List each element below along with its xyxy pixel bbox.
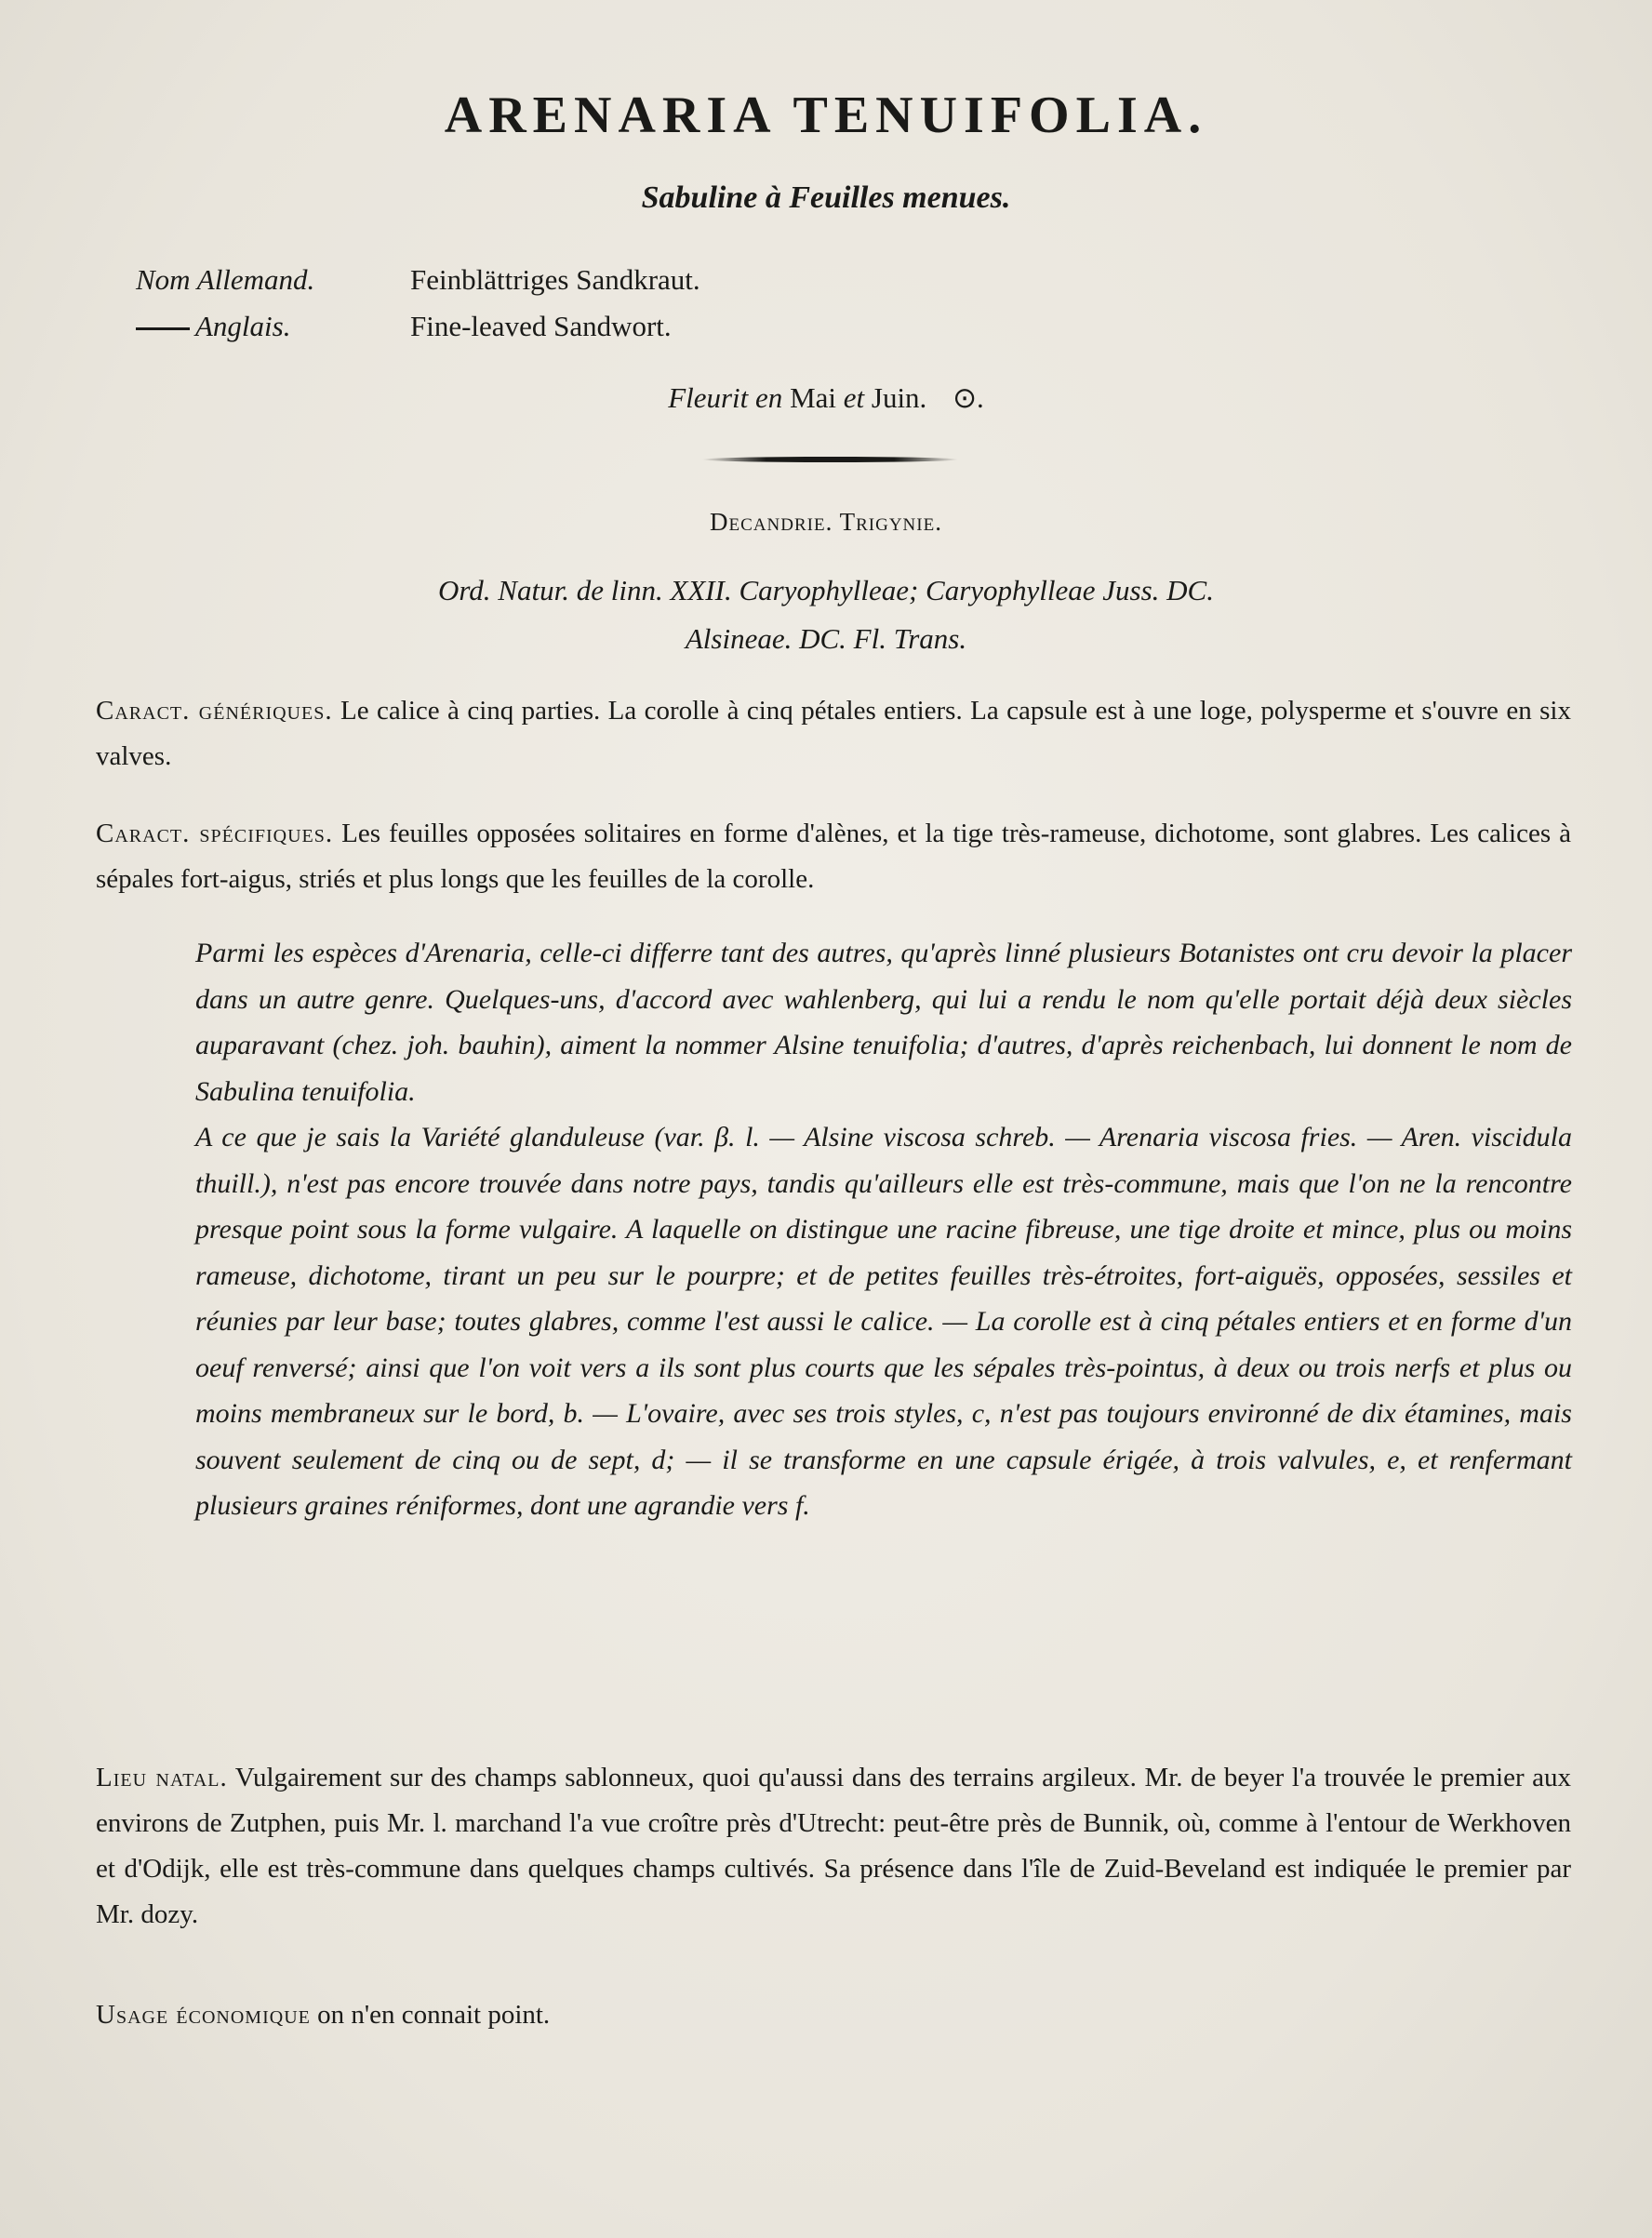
natural-order-line-1: Ord. Natur. de linn. XXII. Caryophylleae; Caryophylleae Juss. DC. [437,574,1214,606]
page-title: ARENARIA TENUIFOLIA. [444,87,1208,144]
notes-paragraph-2: A ce que je sais la Variété glanduleuse (var. β. l. — Alsine viscosa schreb. — Arenaria viscosa fries. — Aren. viscidula thuill.), n'est pas encore trouvée dans notre pays, tandis qu'ailleurs elle est très-commune, mais que l'on ne la rencontre presque point sous la forme vulgaire. A laquelle on distingue une racine fibreuse, une tige droite et mince, plus ou moins rameuse, dichotome, tirant un peu sur le pourpre; et de petites feuilles très-étroites, fort-aiguës, opposées, sessiles et réunies par leur base; toutes glabres, comme l'est aussi le calice. — La corolle est à cinq pétales entiers et en forme d'un oeuf renversé; ainsi que l'on voit vers a ils sont plus courts que les sépales très-pointus, à deux ou trois nerfs et plus ou moins membraneux sur le bord, b. — L'ovaire, avec ses trois styles, c, n'est pas toujours environné de dix étamines, mais souvent seulement de cinq ou de sept, d; — il se transforme en une capsule érigée, à trois valvules, e, et renfermant plusieurs graines réniformes, dont une agrandie vers f. [195,1122,1572,1521]
specific-label: Caract. spécifiques. [96,819,334,848]
natural-order [0,566,1652,663]
vernacular-names [136,263,700,356]
german-value: Feinblättriges Sandkraut. [410,263,700,296]
english-name-row [136,310,700,356]
generic-characters [96,688,1571,779]
notes-paragraph-1: Parmi les espèces d'Arenaria, celle-ci differre tant des autres, qu'après linné plusieurs Botanistes ont cru devoir la placer dans un autre genre. Quelques-uns, d'accord avec wahlenberg, qui lui a rendu le nom qu'elle portait déjà deux siècles auparavant (chez. joh. bauhin), aiment la nommer Alsine tenuifolia; d'autres, d'après reichenbach, lui donnent le nom de Sabulina tenuifolia. [195,938,1572,1107]
usage-text: on n'en connait point. [317,2000,551,2030]
flowering-en: en [755,381,783,414]
natural-order-line-2: Alsineae. DC. Fl. Trans. [685,622,967,655]
flowering-month-2: Juin. [871,381,927,414]
habitat-label: Lieu natal. [96,1763,228,1792]
ornamental-rule [702,457,958,462]
flowering-line [0,381,1652,415]
german-label: Nom Allemand. [136,263,315,296]
linnaean-classification: Decandrie. Trigynie. [710,508,942,536]
annual-symbol: ⊙. [953,381,984,414]
habitat-text: Vulgairement sur des champs sablonneux, quoi qu'aussi dans des terrains argileux. Mr. de beyer l'a trouvée le premier aux environs de Zutphen, puis Mr. l. marchand l'a vue croître près d'Utrecht: peut-être près de Bunnik, où, comme à l'entour de Werkhoven et d'Odijk, elle est très-commune dans quelques champs cultivés. Sa présence dans l'île de Zuid-Beveland est indiquée le premier par Mr. dozy. [96,1763,1571,1929]
english-label-wrap [136,310,410,343]
german-name-row [136,263,700,310]
page-subtitle: Sabuline à Feuilles menues. [641,180,1011,215]
english-label: Anglais. [195,310,291,342]
generic-label: Caract. génériques. [96,696,333,726]
flowering-et: et [843,381,865,414]
economic-usage [96,1992,1571,2038]
specific-text: Les feuilles opposées solitaires en forme d'alènes, et la tige très-rameuse, dichotome, sont glabres. Les calices à sépales fort-aigus, striés et plus longs que les feuilles de la corolle. [96,819,1571,894]
generic-text: Le calice à cinq parties. La corolle à cinq pétales entiers. La capsule est à une loge, polysperme et s'ouvre en six valves. [96,696,1571,771]
usage-label: Usage économique [96,2000,311,2030]
flowering-prefix: Fleurit [668,381,749,414]
flowering-month-1: Mai [790,381,836,414]
habitat [96,1755,1571,1938]
specific-characters [96,811,1571,902]
descriptive-notes [195,930,1572,1529]
english-value: Fine-leaved Sandwort. [410,310,672,342]
ditto-dash [136,327,190,330]
